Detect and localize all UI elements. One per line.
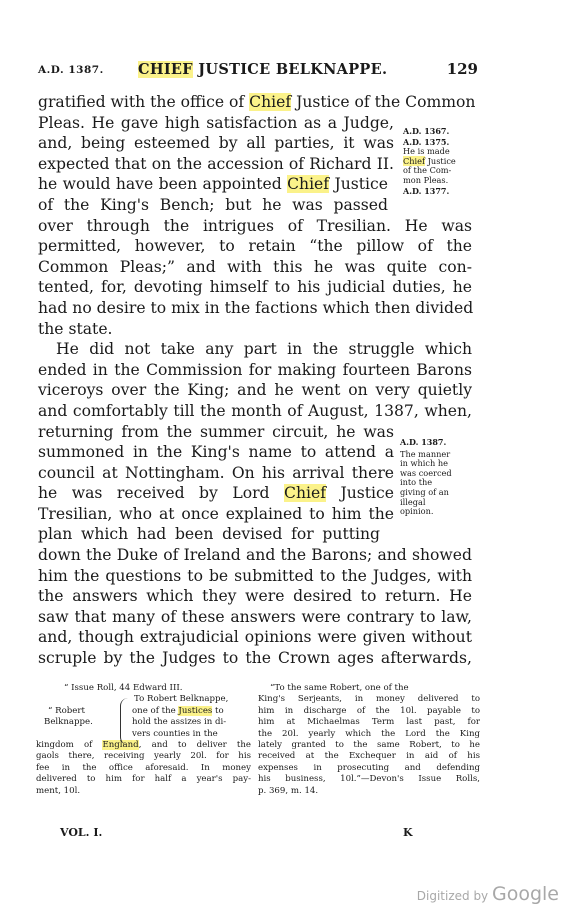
text-line: summoned in the King's name to attend a <box>38 443 394 462</box>
text-line: tented, for, devoting himself to his judicial duties, he <box>38 278 472 297</box>
text-line: he would have been appointed Chief Justice <box>38 175 388 194</box>
header-year: A.D. 1387. <box>38 64 104 76</box>
text-line: returning from the summer circuit, he was <box>38 422 394 441</box>
text-line: council at Nottingham. On his arrival there <box>38 463 394 482</box>
volume-marker: VOL. I. <box>60 826 103 839</box>
text-line: the state. <box>38 319 113 338</box>
search-highlight: Chief <box>249 93 292 111</box>
text-line: and, though extrajudicial opinions were given without <box>38 628 472 647</box>
margin-note-1387: A.D. 1387. The manner in which he was coerced into the giving of an illegal opinion. <box>400 437 452 517</box>
google-logo: Google <box>491 883 559 905</box>
text-line: Pleas. He gave high satisfaction as a Judge, <box>38 113 394 132</box>
text-line: ended in the Commission for making fourteen Barons <box>38 360 472 379</box>
text-line: had no desire to mix in the factions which then divided <box>38 298 474 317</box>
text-line: gratified with the office of Chief Justice of the Common <box>38 93 476 111</box>
search-highlight: Chief <box>403 155 426 166</box>
margin-note-1367: A.D. 1367. A.D. 1375. He is made Chief Justice of the Com- mon Pleas. A.D. 1377. <box>403 126 456 196</box>
text-line: and comfortably till the month of August, 1387, when, <box>38 401 472 420</box>
text-line: down the Duke of Ireland and the Barons; and showed <box>38 546 472 565</box>
text-line: the answers which they were desired to return. He <box>38 587 472 606</box>
text-line: plan which had been devised for putting <box>38 525 380 544</box>
page-header <box>38 60 478 82</box>
text-line: he was received by Lord Chief Justice <box>38 484 394 503</box>
text-line: permitted, however, to retain “the pillow of the <box>38 237 472 256</box>
footnote-left: “ Issue Roll, 44 Edward III. To Robert Belknappe, “ Robert one of the Justices to Belknappe. hold the assizes in di- vers counties in the kingdom of England, and to deliver the gaols there, receiving yearly 20l. for his fee in the office aforesaid. In money delivered to him for half a year's pay- ment, 10l. <box>36 683 251 796</box>
footnote-right: “To the same Robert, one of the King's Serjeants, in money delivered to him in discharge of the 10l. payable to him at Michaelmas Term last past, for the 20l. yearly which the Lord the King lately granted to the same Robert, to he received at the Exchequer in aid of his expenses in prosecuting and defending his business, 10l.”—Devon's Issue Rolls, p. 369, m. 14. <box>258 683 480 796</box>
search-highlight: CHIEF <box>138 61 193 78</box>
text-line: expected that on the accession of Richard II. <box>38 154 394 173</box>
search-highlight: Justices <box>178 705 213 716</box>
page-number: 129 <box>446 60 478 78</box>
search-highlight: England <box>102 740 139 750</box>
text-line: over through the intrigues of Tresilian. He was <box>38 216 472 235</box>
text-line: Common Pleas;” and with this he was quite con- <box>38 257 472 276</box>
curly-brace <box>120 698 129 745</box>
digitized-watermark: Digitized by Google <box>416 883 559 905</box>
text-line: him the questions to be submitted to the Judges, with <box>38 566 472 585</box>
signature-mark: K <box>403 826 413 839</box>
text-line: of the King's Bench; but he was passed <box>38 195 388 214</box>
text-line: Tresilian, who at once explained to him the <box>38 504 394 523</box>
running-title: CHIEF JUSTICE BELKNAPPE. <box>138 61 388 78</box>
search-highlight: Chief <box>284 484 326 503</box>
text-line: scruple by the Judges to the Crown ages afterwards, <box>38 649 472 668</box>
search-highlight: Chief <box>287 175 330 194</box>
text-line: and, being esteemed by all parties, it was <box>38 134 394 153</box>
text-line: viceroys over the King; and he went on very quietly <box>38 381 472 400</box>
text-line: He did not take any part in the struggle which <box>56 340 472 359</box>
text-line: saw that many of these answers were contrary to law, <box>38 607 472 626</box>
